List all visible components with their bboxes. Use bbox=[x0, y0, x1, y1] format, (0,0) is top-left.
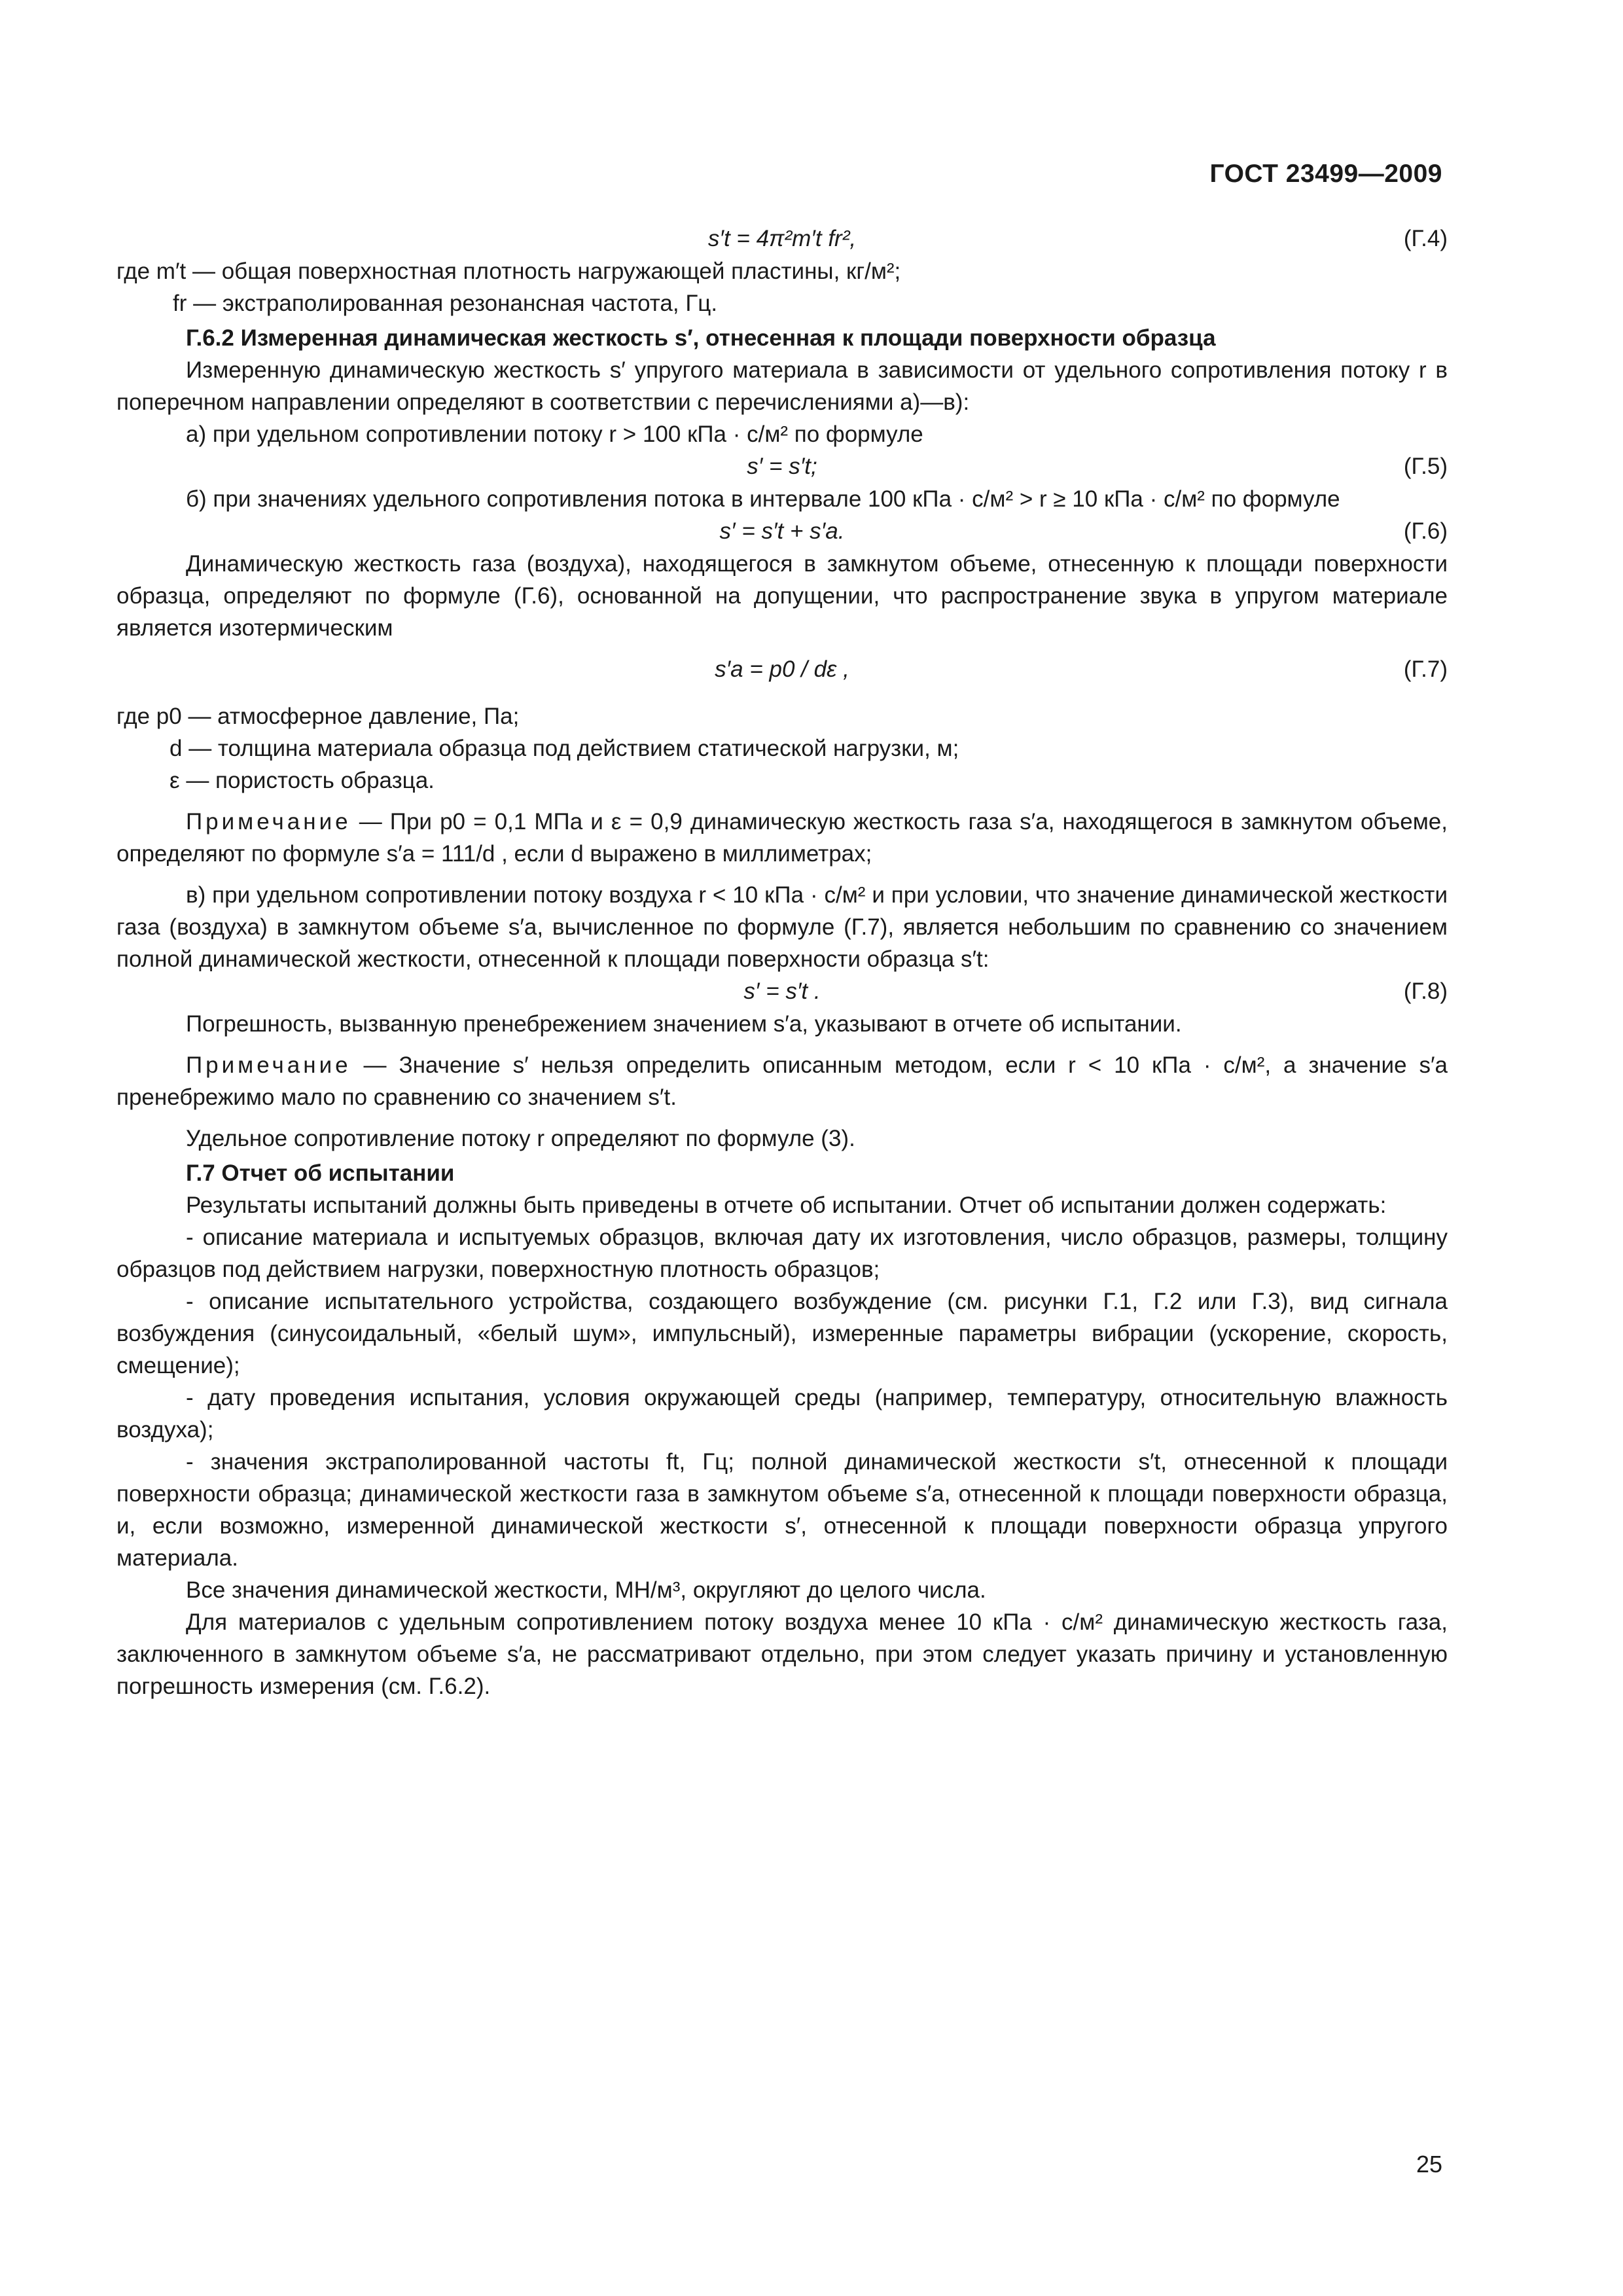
formula-number: (Г.6) bbox=[1403, 518, 1448, 544]
formula-g4 bbox=[116, 223, 1448, 255]
where-fr: fr — экстраполированная резонансная частота, Гц. bbox=[173, 291, 718, 316]
page-number: 25 bbox=[1416, 2151, 1442, 2178]
paragraph-report: Результаты испытаний должны быть приведены в отчете об испытании. Отчет об испытании должен содержать: bbox=[186, 1193, 1387, 1218]
formula-g7 bbox=[116, 653, 1448, 686]
note-1 bbox=[116, 806, 1448, 870]
formula-g6 bbox=[116, 515, 1448, 548]
section-heading-g7: Г.7 Отчет об испытании bbox=[186, 1160, 455, 1186]
note-text: — При p0 = 0,1 МПа и ε = 0,9 динамическую жесткость газа s′a, находящегося в замкнутом объеме, определяют по формуле s′a = 111/d , если d выражено в миллиметрах; bbox=[116, 809, 1448, 867]
paragraph-gas: Динамическую жесткость газа (воздуха), находящегося в замкнутом объеме, отнесенную к площади поверхности образца, определяют по формуле (Г.6), основанной на допущении, что распространение звука в упругом материале является изотермическим bbox=[116, 551, 1448, 641]
report-bullet: - описание испытательного устройства, создающего возбуждение (см. рисунки Г.1, Г.2 или Г.3), вид сигнала возбуждения (синусоидальный, «белый шум», импульсный), измеренные параметры вибрации (ускорение, скорость, смещение); bbox=[116, 1289, 1448, 1378]
report-bullet: - описание материала и испытуемых образцов, включая дату их изготовления, число образцов, размеры, толщину образцов под действием нагрузки, поверхностную плотность образцов; bbox=[116, 1225, 1448, 1282]
paragraph-round: Все значения динамической жесткости, МН/м³, округляют до целого числа. bbox=[186, 1577, 986, 1603]
note-label: Примечание bbox=[186, 1052, 351, 1078]
report-bullet: - дату проведения испытания, условия окружающей среды (например, температуру, относительную влажность воздуха); bbox=[116, 1385, 1448, 1443]
paragraph-materials: Для материалов с удельным сопротивлением потоку воздуха менее 10 кПа · с/м² динамическую жесткость газа, заключенного в замкнутом объеме s′a, не рассматривают отдельно, при этом следует указать причину и установленную погрешность измерения (см. Г.6.2). bbox=[116, 1609, 1448, 1699]
formula-number: (Г.8) bbox=[1403, 978, 1448, 1004]
spacer bbox=[116, 870, 1448, 879]
where-eps: ε — пористость образца. bbox=[169, 768, 435, 793]
paragraph-error: Погрешность, вызванную пренебрежением значением s′a, указывают в отчете об испытании. bbox=[186, 1011, 1182, 1037]
where-p0: где p0 — атмосферное давление, Па; bbox=[116, 704, 520, 729]
paragraph-measured: Измеренную динамическую жесткость s′ упругого материала в зависимости от удельного сопротивления потоку r в поперечном направлении определяют в соответствии с перечислениями а)—в): bbox=[116, 357, 1448, 415]
list-item-b: б) при значениях удельного сопротивления потока в интервале 100 кПа · с/м² > r ≥ 10 кПа · с/м² по формуле bbox=[186, 486, 1340, 512]
note-label: Примечание bbox=[186, 809, 351, 834]
paragraph-resist: Удельное сопротивление потоку r определяют по формуле (3). bbox=[186, 1126, 855, 1151]
formula-number: (Г.5) bbox=[1403, 454, 1448, 479]
formula-expression: s′ = s′t + s′a. bbox=[719, 518, 845, 544]
spacer bbox=[116, 1113, 1448, 1122]
where-mt: где m′t — общая поверхностная плотность нагружающей пластины, кг/м²; bbox=[116, 259, 901, 284]
list-item-a: а) при удельном сопротивлении потоку r > 100 кПа · с/м² по формуле bbox=[186, 422, 923, 447]
formula-expression: s′t = 4π²m′t fr², bbox=[707, 226, 857, 251]
spacer bbox=[116, 686, 1448, 700]
formula-number: (Г.7) bbox=[1403, 656, 1448, 682]
formula-number: (Г.4) bbox=[1403, 226, 1448, 251]
formula-expression: s′a = p0 / dε , bbox=[715, 656, 849, 682]
note-2 bbox=[116, 1049, 1448, 1113]
list-item-v: в) при удельном сопротивлении потоку воздуха r < 10 кПа · с/м² и при условии, что значение динамической жесткости газа (воздуха) в замкнутом объеме s′a, вычисленное по формуле (Г.7), является небольшим по сравнению со значением полной динамической жесткости, отнесенной к площади поверхности образца s′t: bbox=[116, 882, 1448, 972]
formula-g8 bbox=[116, 975, 1448, 1008]
standard-number: ГОСТ 23499—2009 bbox=[1209, 160, 1442, 188]
page-content bbox=[116, 223, 1448, 1702]
report-bullet: - значения экстраполированной частоты ft, Гц; полной динамической жесткости s′t, отнесенной к площади поверхности образца; динамической жесткости газа в замкнутом объеме s′a, отнесенной к площади поверхности образца, и, если возможно, измеренной динамической жесткости s′, отнесенной к площади поверхности образца упругого материала. bbox=[116, 1449, 1448, 1571]
spacer bbox=[116, 644, 1448, 653]
formula-expression: s′ = s′t . bbox=[743, 978, 821, 1004]
spacer bbox=[116, 1040, 1448, 1049]
note-text: — Значение s′ нельзя определить описанным методом, если r < 10 кПа · с/м², а значение s′a пренебрежимо мало по сравнению со значением s′t. bbox=[116, 1052, 1448, 1110]
where-d: d — толщина материала образца под действием статической нагрузки, м; bbox=[169, 736, 959, 761]
spacer bbox=[116, 797, 1448, 806]
formula-g5 bbox=[116, 450, 1448, 483]
section-heading-g62: Г.6.2 Измеренная динамическая жесткость s′, отнесенная к площади поверхности образца bbox=[186, 325, 1216, 351]
formula-expression: s′ = s′t; bbox=[747, 454, 817, 479]
